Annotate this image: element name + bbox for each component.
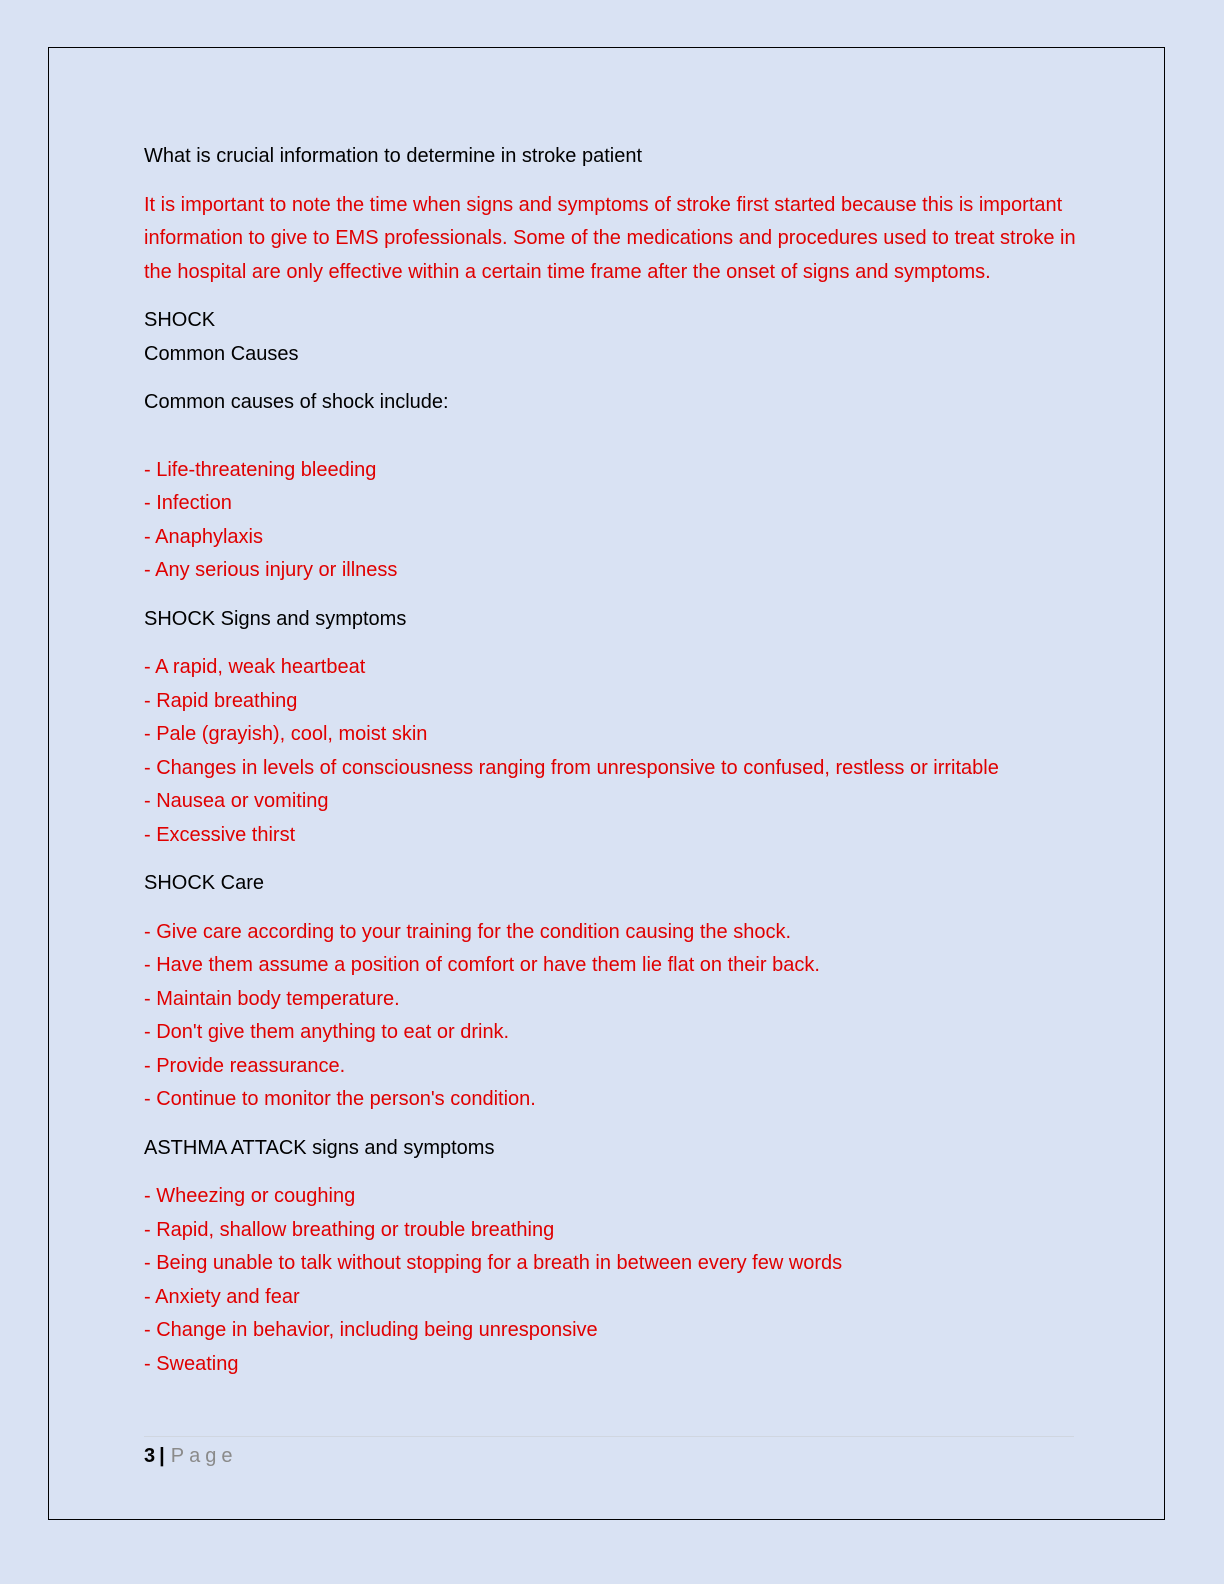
page-footer xyxy=(144,1436,1074,1471)
list-item: - Life-threatening bleeding xyxy=(144,458,377,481)
footer-separator: | xyxy=(159,1445,165,1467)
list-item: - Sweating xyxy=(144,1352,239,1375)
list-item: - Don't give them anything to eat or drink. xyxy=(144,1021,510,1043)
list-item: - Have them assume a position of comfort or have them lie flat on their back. xyxy=(144,954,820,976)
shock-title: SHOCK xyxy=(144,309,216,331)
list-item: - Change in behavior, including being unresponsive xyxy=(144,1319,598,1341)
list-item: - Anaphylaxis xyxy=(144,525,263,548)
asthma-title: ASTHMA ATTACK signs and symptoms xyxy=(144,1136,495,1159)
document-content xyxy=(144,140,1084,1381)
shock-care-list xyxy=(144,916,1084,1117)
asthma-signs-list xyxy=(144,1180,1084,1381)
page-label: Page xyxy=(170,1445,238,1467)
list-item: - Wheezing or coughing xyxy=(144,1185,356,1207)
list-item: - Provide reassurance. xyxy=(144,1054,346,1077)
shock-signs-title: SHOCK Signs and symptoms xyxy=(144,607,407,630)
list-item: - Excessive thirst xyxy=(144,823,296,846)
list-item: - Rapid, shallow breathing or trouble breathing xyxy=(144,1218,555,1241)
list-item: - Nausea or vomiting xyxy=(144,790,329,812)
list-item: - Maintain body temperature. xyxy=(144,987,400,1010)
page-number: 3 xyxy=(144,1445,156,1467)
list-item: - Rapid breathing xyxy=(144,689,298,712)
stroke-question: What is crucial information to determine in stroke patient xyxy=(144,145,642,167)
shock-care-title: SHOCK Care xyxy=(144,872,265,894)
shock-signs-list xyxy=(144,651,1084,852)
list-item: - Give care according to your training for the condition causing the shock. xyxy=(144,920,792,943)
causes-list xyxy=(144,454,1084,588)
causes-intro: Common causes of shock include: xyxy=(144,391,449,413)
list-item: - Changes in levels of consciousness ranging from unresponsive to confused, restless or irritable xyxy=(144,756,999,779)
list-item: - Anxiety and fear xyxy=(144,1285,300,1308)
list-item: - Infection xyxy=(144,492,232,514)
list-item: - Any serious injury or illness xyxy=(144,559,398,581)
list-item: - Continue to monitor the person's condition. xyxy=(144,1088,536,1110)
list-item: - Being unable to talk without stopping for a breath in between every few words xyxy=(144,1252,843,1274)
stroke-answer: It is important to note the time when signs and symptoms of stroke first started because this is important information to give to EMS professionals. Some of the medications and procedures used to treat stroke in the hospital are only effective within a certain time frame after the onset of signs and symptoms. xyxy=(144,193,1076,283)
common-causes-title: Common Causes xyxy=(144,342,299,365)
list-item: - A rapid, weak heartbeat xyxy=(144,656,366,678)
list-item: - Pale (grayish), cool, moist skin xyxy=(144,723,428,745)
